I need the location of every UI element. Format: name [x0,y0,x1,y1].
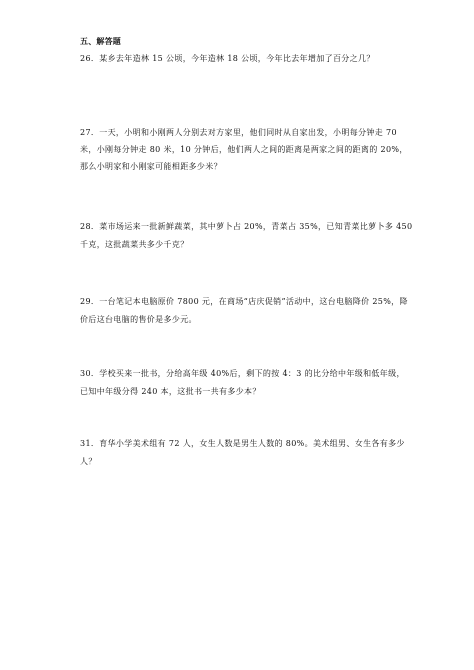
question-27-line-2: 米，小刚每分钟走 80 米，10 分钟后，他们两人之间的距离是两家之间的距离的 20%， [80,145,408,154]
question-30-line-2: 已知中年级分得 240 本，这批书一共有多少本？ [80,387,261,396]
question-26-line-1: 26．某乡去年造林 15 公顷，今年造林 18 公顷，今年比去年增加了百分之几？ [80,54,375,63]
question-31-line-2: 人？ [80,457,97,466]
question-31-line-1: 31．育华小学美术组有 72 人，女生人数是男生人数的 80%。美术组男、女生各有多少 [80,439,405,448]
question-29-line-2: 价后这台电脑的售价是多少元。 [80,315,197,324]
question-30-line-1: 30．学校买来一批书，分给高年级 40%后，剩下的按 4：3 的比分给中年级和低年级， [80,369,405,378]
question-29-line-1: 29．一台笔记本电脑原价 7800 元，在商场“店庆促销”活动中，这台电脑降价 25%，降 [80,297,408,306]
section-heading: 五、解答题 [80,36,121,46]
question-27-line-1: 27．一天，小明和小刚两人分别去对方家里，他们同时从自家出发，小明每分钟走 70 [80,128,397,137]
question-28-line-1: 28．菜市场运来一批新鲜蔬菜，其中萝卜占 20%，青菜占 35%，已知青菜比萝卜多 450 [80,222,413,231]
question-28-line-2: 千克，这批蔬菜共多少千克？ [80,240,189,249]
question-27-line-3: 那么小明家和小刚家可能相距多少米？ [80,162,222,171]
